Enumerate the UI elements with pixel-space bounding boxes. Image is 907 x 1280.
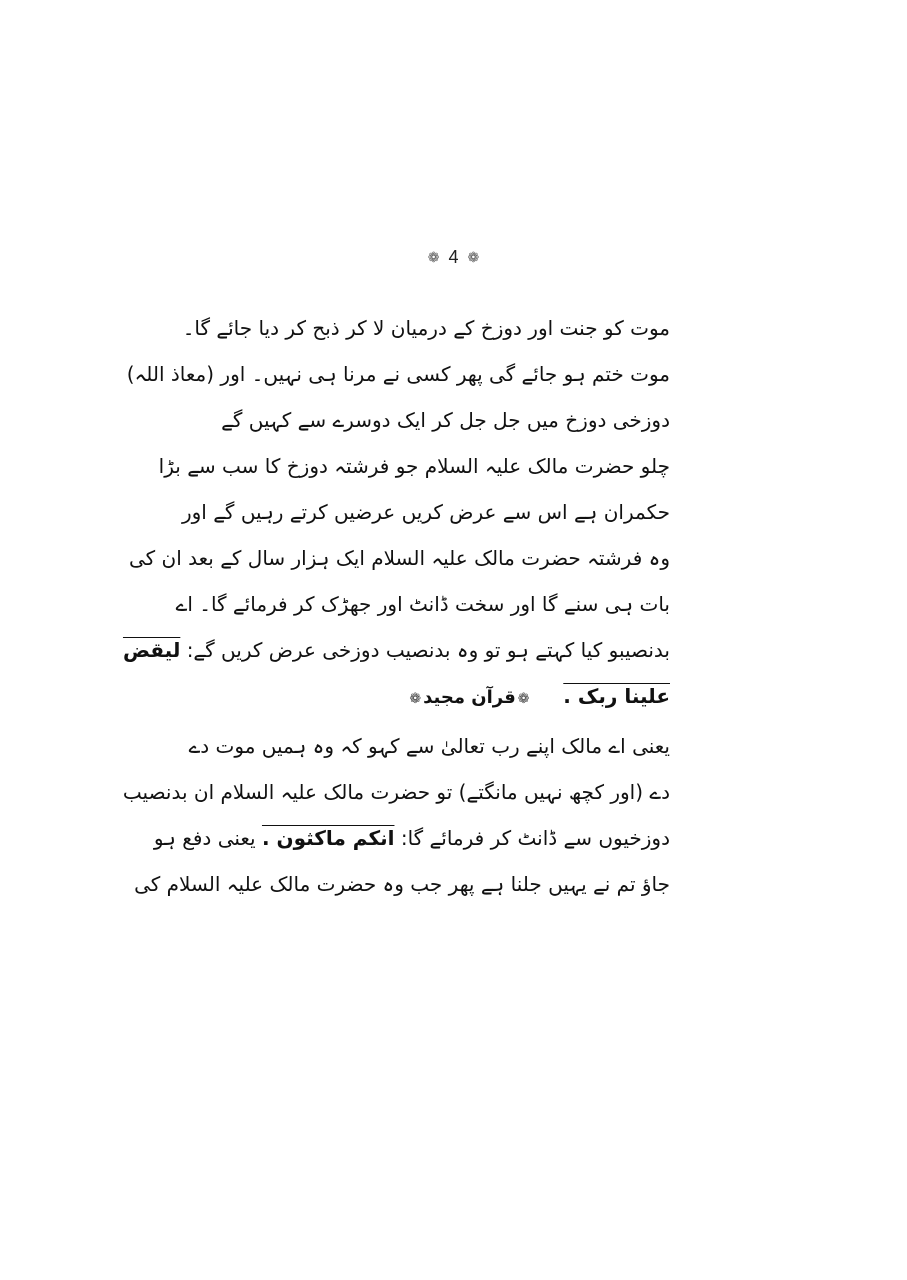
text-line-with-quote: [122, 627, 670, 673]
text-line: یعنی اے مالک اپنے رب تعالیٰ سے کہو کہ وہ ہمیں موت دے: [188, 734, 670, 758]
text-line: دے (اور کچھ نہیں مانگتے) تو حضرت مالک علیہ السلام ان بدنصیب: [122, 780, 670, 804]
text-line: بات ہی سنے گا اور سخت ڈانٹ اور جھڑک کر فرمائے گا۔ اے: [175, 592, 670, 616]
text-line: موت کو جنت اور دوزخ کے درمیان لا کر ذبح کر دیا جائے گا۔: [182, 316, 670, 340]
ornament-icon: ❁: [409, 691, 422, 707]
text-line: جاؤ تم نے یہیں جلنا ہے پھر جب وہ حضرت مالک علیہ السلام کی: [134, 872, 670, 896]
page-body: [122, 305, 670, 907]
text-line: چلو حضرت مالک علیہ السلام جو فرشتہ دوزخ کا سب سے بڑا: [158, 454, 670, 478]
ornament-icon: ❁: [517, 691, 530, 707]
quran-reference: [407, 687, 531, 708]
text-line: دوزخی دوزخ میں جل جل کر ایک دوسرے سے کہیں گے: [221, 408, 670, 432]
right-ornament-icon: ❁: [467, 249, 480, 265]
text-line-with-quote: [153, 815, 670, 861]
line-text: یعنی دفع ہو: [153, 826, 256, 850]
text-line: حکمران ہے اس سے عرض کریں عرضیں کرتے رہیں گے اور: [181, 500, 670, 524]
left-ornament-icon: ❁: [427, 249, 440, 265]
quote-reference-line: [240, 673, 670, 719]
text-line: موت ختم ہو جائے گی پھر کسی نے مرنا ہی نہیں۔ اور (معاذ اللہ): [126, 362, 670, 386]
page-number: [0, 247, 907, 268]
arabic-quote: لیقض: [122, 638, 181, 662]
page-number-value: 4: [448, 247, 459, 267]
arabic-quote: انکم ماکثون .: [261, 826, 395, 850]
line-text: دوزخیوں سے ڈانٹ کر فرمائے گا:: [400, 826, 670, 850]
arabic-quote: علینا ربک .: [563, 684, 670, 708]
line-text: بدنصیبو کیا کہتے ہو تو وہ بدنصیب دوزخی عرض کریں گے:: [186, 638, 670, 662]
text-line: وہ فرشتہ حضرت مالک علیہ السلام ایک ہزار سال کے بعد ان کی: [128, 546, 670, 570]
quran-reference-label: قرآن مجید: [423, 687, 516, 708]
